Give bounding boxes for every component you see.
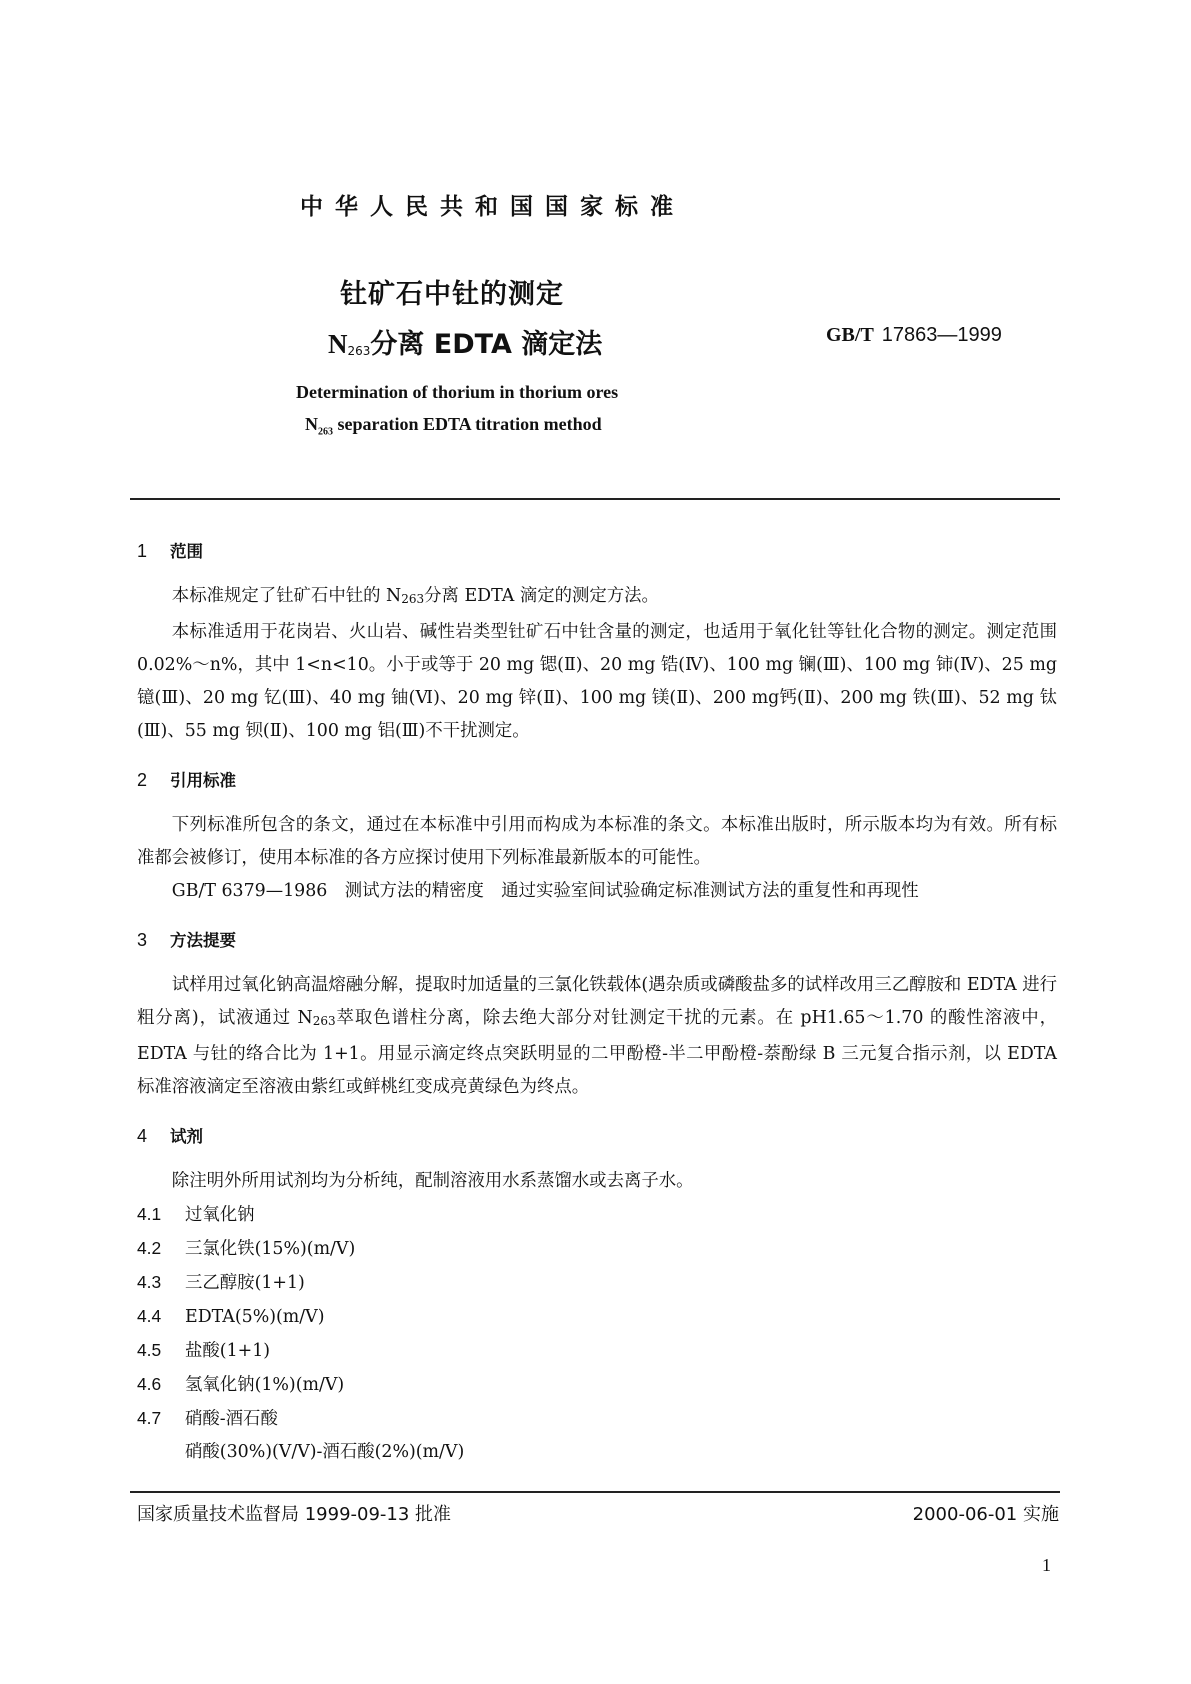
item-text: 三乙醇胺(1+1)	[185, 1273, 305, 1293]
reagent-item	[137, 1300, 1057, 1334]
section-title: 范围	[170, 542, 203, 561]
paragraph: 本标准适用于花岗岩、火山岩、碱性岩类型钍矿石中钍含量的测定，也适用于氧化钍等钍化合物的测定。测定范围 0.02%～n%，其中 1<n<10。小于或等于 20 mg 锶(Ⅱ)、20 mg 锆(Ⅳ)、100 mg 镧(Ⅲ)、100 mg 铈(Ⅳ)、25 mg 镱(Ⅲ)、20 mg 钇(Ⅲ)、40 mg 铀(Ⅵ)、20 mg 锌(Ⅱ)、100 mg 镁(Ⅱ)、200 mg钙(Ⅱ)、200 mg 铁(Ⅲ)、52 mg 钛(Ⅲ)、55 mg 钡(Ⅱ)、100 mg 铝(Ⅲ)不干扰测定。	[137, 622, 1057, 741]
section-heading-method-summary	[137, 924, 1057, 957]
english-title-line1: Determination of thorium in thorium ores	[296, 382, 619, 402]
standard-number	[826, 322, 1002, 347]
paragraph: 下列标准所包含的条文，通过在本标准中引用而构成为本标准的条文。本标准出版时，所示版本均为有效。所有标准都会被修订，使用本标准的各方应探讨使用下列标准最新版本的可能性。	[137, 815, 1057, 868]
implementation-date: 2000-06-01 实施	[912, 1504, 1059, 1525]
footer-divider	[130, 1491, 1060, 1493]
paragraph	[137, 969, 1057, 1104]
document-body	[137, 535, 1057, 1469]
reagent-item	[137, 1266, 1057, 1300]
english-title-line2	[305, 414, 602, 438]
item-text: 盐酸(1+1)	[185, 1341, 271, 1361]
reference-entry: GB/T 6379—1986 测试方法的精密度 通过实验室间试验确定标准测试方法的重复性和再现性	[171, 881, 919, 901]
item-number: 4.5	[137, 1340, 162, 1360]
section-title: 引用标准	[170, 771, 236, 790]
text-span: 萃取色谱柱分离，除去绝大部分对钍测定干扰的元素。在 pH1.65～1.70 的酸性溶液中，EDTA 与钍的络合比为 1+1。用显示滴定终点突跃明显的二甲酚橙-半二甲酚橙-萘酚绿 B 三元复合指示剂，以 EDTA 标准溶液滴定至溶液由紫红或鲜桃红变成亮黄绿色为终点。	[137, 1008, 1057, 1097]
section-heading-normative-references	[137, 764, 1057, 797]
text-span: 试样用过氧化钠高温熔融分解，提取时加适量的三氯化铁载体(遇杂质或磷酸盐多的试样改用三乙醇胺和 EDTA 进行粗分离)，试液通过 N	[137, 975, 1057, 1028]
item-number: 4.1	[137, 1204, 162, 1224]
title-n: N	[328, 329, 348, 359]
item-text: 过氧化钠	[185, 1205, 255, 1225]
item-number: 4.6	[137, 1374, 162, 1394]
item-text: 三氯化铁(15%)(m/V)	[185, 1239, 356, 1259]
english-title-n: N	[305, 414, 318, 434]
item-number: 4.7	[137, 1408, 162, 1428]
section-heading-scope	[137, 535, 1057, 568]
reagent-item	[137, 1402, 1057, 1436]
reagent-item-detail: 硝酸(30%)(V/V)-酒石酸(2%)(m/V)	[185, 1442, 465, 1462]
section-number: 4	[137, 1126, 148, 1146]
reagent-item	[137, 1334, 1057, 1368]
english-title-subscript: 263	[318, 426, 333, 438]
national-standard-heading: 中华人民共和国国家标准	[300, 194, 685, 220]
item-text: 氢氧化钠(1%)(m/V)	[185, 1375, 345, 1395]
text-span: 分离 EDTA 滴定的测定方法。	[424, 586, 659, 606]
reagent-item	[137, 1368, 1057, 1402]
document-title-line2	[328, 322, 602, 361]
reagent-item	[137, 1232, 1057, 1266]
subscript: 263	[312, 1014, 336, 1028]
section-number: 1	[137, 541, 148, 561]
page-number: 1	[1042, 1555, 1051, 1575]
paragraph	[137, 580, 1057, 616]
approval-date: 国家质量技术监督局 1999-09-13 批准	[137, 1504, 452, 1525]
text-span: 本标准规定了钍矿石中钍的 N	[171, 586, 402, 606]
title-rest: 分离 EDTA 滴定法	[370, 329, 603, 360]
subscript: 263	[401, 592, 425, 606]
reagent-item	[137, 1198, 1057, 1232]
item-number: 4.4	[137, 1306, 162, 1326]
english-title-rest: separation EDTA titration method	[333, 414, 602, 434]
item-number: 4.3	[137, 1272, 162, 1292]
section-heading-reagents	[137, 1120, 1057, 1153]
section-title: 试剂	[170, 1127, 203, 1146]
item-text: 硝酸-酒石酸	[185, 1409, 278, 1429]
paragraph: 除注明外所用试剂均为分析纯，配制溶液用水系蒸馏水或去离子水。	[171, 1171, 694, 1191]
section-title: 方法提要	[170, 931, 236, 950]
title-n-subscript: 263	[347, 344, 371, 358]
header-divider	[130, 498, 1060, 500]
section-number: 2	[137, 770, 148, 790]
standard-code: GB/T	[826, 324, 874, 346]
document-title-line1: 钍矿石中钍的测定	[340, 279, 564, 310]
item-number: 4.2	[137, 1238, 162, 1258]
item-text: EDTA(5%)(m/V)	[185, 1307, 325, 1327]
section-number: 3	[137, 930, 148, 950]
standard-number-value: 17863—1999	[881, 324, 1002, 346]
